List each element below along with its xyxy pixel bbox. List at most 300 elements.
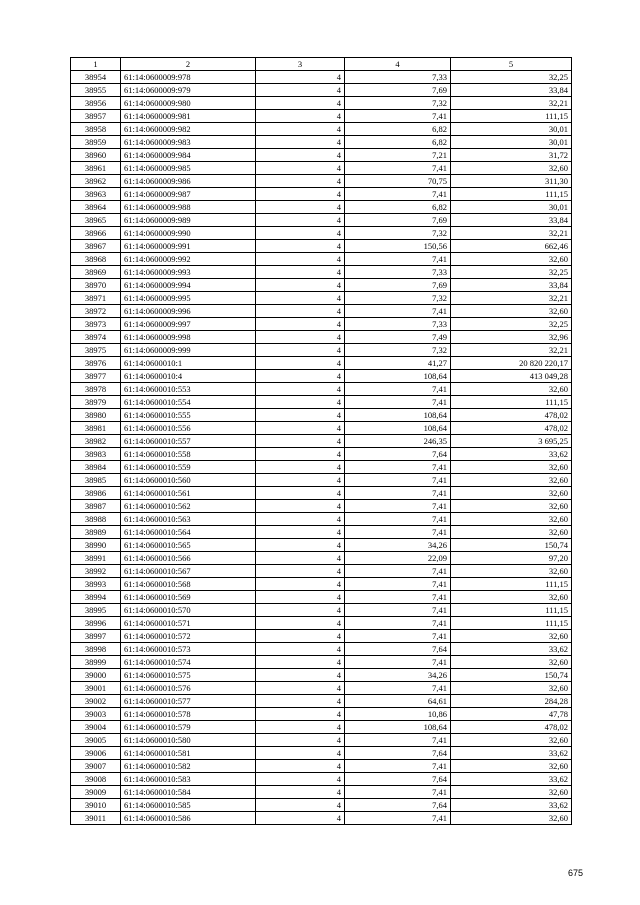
specific-value-cell: 7,41 [345, 487, 451, 500]
table-row [71, 435, 572, 448]
specific-value-cell: 108,64 [345, 422, 451, 435]
group-code-cell: 4 [256, 201, 345, 214]
group-code-cell: 4 [256, 383, 345, 396]
table-row [71, 474, 572, 487]
group-code-cell: 4 [256, 747, 345, 760]
cadastral-value-cell: 111,15 [451, 617, 572, 630]
group-code-cell: 4 [256, 253, 345, 266]
specific-value-cell: 7,21 [345, 149, 451, 162]
specific-value-cell: 7,41 [345, 682, 451, 695]
specific-value-cell: 7,41 [345, 500, 451, 513]
cadastral-number-cell: 61:14:0600010:573 [121, 643, 256, 656]
group-code-cell: 4 [256, 578, 345, 591]
cadastral-value-cell: 478,02 [451, 422, 572, 435]
table-row [71, 643, 572, 656]
specific-value-cell: 7,41 [345, 305, 451, 318]
cadastral-value-cell: 30,01 [451, 136, 572, 149]
group-code-cell: 4 [256, 240, 345, 253]
group-code-cell: 4 [256, 292, 345, 305]
specific-value-cell: 246,35 [345, 435, 451, 448]
specific-value-cell: 7,69 [345, 279, 451, 292]
table-row [71, 84, 572, 97]
row-number-cell: 38989 [71, 526, 121, 539]
row-number-cell: 39000 [71, 669, 121, 682]
row-number-cell: 39002 [71, 695, 121, 708]
row-number-cell: 38964 [71, 201, 121, 214]
table-row [71, 305, 572, 318]
row-number-cell: 39006 [71, 747, 121, 760]
cadastral-value-cell: 32,60 [451, 162, 572, 175]
table-row [71, 539, 572, 552]
table-row [71, 253, 572, 266]
cadastral-number-cell: 61:14:0600010:555 [121, 409, 256, 422]
table-row [71, 344, 572, 357]
group-code-cell: 4 [256, 734, 345, 747]
cadastral-number-cell: 61:14:0600009:984 [121, 149, 256, 162]
cadastral-value-cell: 150,74 [451, 669, 572, 682]
cadastral-value-cell: 32,60 [451, 526, 572, 539]
cadastral-value-cell: 32,21 [451, 227, 572, 240]
table-body [71, 71, 572, 825]
row-number-cell: 38968 [71, 253, 121, 266]
group-code-cell: 4 [256, 279, 345, 292]
cadastral-number-cell: 61:14:0600010:583 [121, 773, 256, 786]
row-number-cell: 38956 [71, 97, 121, 110]
cadastral-value-cell: 32,60 [451, 461, 572, 474]
table-row [71, 136, 572, 149]
table-row [71, 461, 572, 474]
table-row [71, 812, 572, 825]
cadastral-number-cell: 61:14:0600009:995 [121, 292, 256, 305]
group-code-cell: 4 [256, 97, 345, 110]
group-code-cell: 4 [256, 721, 345, 734]
group-code-cell: 4 [256, 682, 345, 695]
specific-value-cell: 22,09 [345, 552, 451, 565]
specific-value-cell: 7,41 [345, 110, 451, 123]
group-code-cell: 4 [256, 552, 345, 565]
row-number-cell: 39010 [71, 799, 121, 812]
cadastral-number-cell: 61:14:0600009:989 [121, 214, 256, 227]
cadastral-number-cell: 61:14:0600010:569 [121, 591, 256, 604]
specific-value-cell: 10,86 [345, 708, 451, 721]
cadastral-value-cell: 32,60 [451, 812, 572, 825]
group-code-cell: 4 [256, 175, 345, 188]
row-number-cell: 38986 [71, 487, 121, 500]
row-number-cell: 39003 [71, 708, 121, 721]
specific-value-cell: 7,64 [345, 799, 451, 812]
cadastral-value-cell: 32,60 [451, 500, 572, 513]
group-code-cell: 4 [256, 84, 345, 97]
cadastral-value-cell: 33,62 [451, 643, 572, 656]
table-row [71, 656, 572, 669]
cadastral-value-cell: 20 820 220,17 [451, 357, 572, 370]
specific-value-cell: 7,41 [345, 383, 451, 396]
row-number-cell: 38962 [71, 175, 121, 188]
cadastral-value-cell: 3 695,25 [451, 435, 572, 448]
cadastral-value-cell: 47,78 [451, 708, 572, 721]
cadastral-value-cell: 32,21 [451, 292, 572, 305]
cadastral-value-cell: 111,15 [451, 188, 572, 201]
cadastral-number-cell: 61:14:0600009:981 [121, 110, 256, 123]
table-row [71, 448, 572, 461]
group-code-cell: 4 [256, 526, 345, 539]
group-code-cell: 4 [256, 435, 345, 448]
specific-value-cell: 108,64 [345, 721, 451, 734]
cadastral-number-cell: 61:14:0600009:988 [121, 201, 256, 214]
cadastral-number-cell: 61:14:0600009:999 [121, 344, 256, 357]
table-row [71, 708, 572, 721]
cadastral-value-cell: 150,74 [451, 539, 572, 552]
row-number-cell: 38972 [71, 305, 121, 318]
specific-value-cell: 7,41 [345, 786, 451, 799]
cadastral-number-cell: 61:14:0600009:980 [121, 97, 256, 110]
specific-value-cell: 7,41 [345, 162, 451, 175]
cadastral-number-cell: 61:14:0600010:561 [121, 487, 256, 500]
specific-value-cell: 108,64 [345, 409, 451, 422]
row-number-cell: 38998 [71, 643, 121, 656]
cadastral-number-cell: 61:14:0600010:1 [121, 357, 256, 370]
cadastral-value-cell: 32,60 [451, 383, 572, 396]
cadastral-number-cell: 61:14:0600010:580 [121, 734, 256, 747]
specific-value-cell: 7,49 [345, 331, 451, 344]
table-row [71, 617, 572, 630]
row-number-cell: 38997 [71, 630, 121, 643]
cadastral-number-cell: 61:14:0600010:577 [121, 695, 256, 708]
group-code-cell: 4 [256, 760, 345, 773]
cadastral-value-cell: 32,21 [451, 97, 572, 110]
cadastral-number-cell: 61:14:0600010:563 [121, 513, 256, 526]
specific-value-cell: 70,75 [345, 175, 451, 188]
table-row [71, 409, 572, 422]
row-number-cell: 38990 [71, 539, 121, 552]
table-row [71, 799, 572, 812]
cadastral-number-cell: 61:14:0600009:990 [121, 227, 256, 240]
cadastral-value-cell: 32,25 [451, 266, 572, 279]
cadastral-number-cell: 61:14:0600009:998 [121, 331, 256, 344]
cadastral-value-cell: 662,46 [451, 240, 572, 253]
specific-value-cell: 7,41 [345, 253, 451, 266]
table-row [71, 604, 572, 617]
cadastral-value-cell: 32,60 [451, 474, 572, 487]
row-number-cell: 39005 [71, 734, 121, 747]
cadastral-number-cell: 61:14:0600010:565 [121, 539, 256, 552]
group-code-cell: 4 [256, 266, 345, 279]
specific-value-cell: 7,41 [345, 526, 451, 539]
cadastral-number-cell: 61:14:0600009:982 [121, 123, 256, 136]
row-number-cell: 38970 [71, 279, 121, 292]
specific-value-cell: 7,41 [345, 656, 451, 669]
group-code-cell: 4 [256, 799, 345, 812]
row-number-cell: 38961 [71, 162, 121, 175]
cadastral-value-cell: 32,60 [451, 656, 572, 669]
cadastral-value-cell: 413 049,28 [451, 370, 572, 383]
row-number-cell: 38966 [71, 227, 121, 240]
cadastral-value-cell: 33,84 [451, 279, 572, 292]
group-code-cell: 4 [256, 500, 345, 513]
group-code-cell: 4 [256, 773, 345, 786]
group-code-cell: 4 [256, 123, 345, 136]
specific-value-cell: 7,64 [345, 747, 451, 760]
cadastral-value-cell: 31,72 [451, 149, 572, 162]
cadastral-number-cell: 61:14:0600010:586 [121, 812, 256, 825]
table-row [71, 578, 572, 591]
group-code-cell: 4 [256, 812, 345, 825]
cadastral-number-cell: 61:14:0600010:4 [121, 370, 256, 383]
cadastral-value-cell: 32,60 [451, 487, 572, 500]
specific-value-cell: 6,82 [345, 201, 451, 214]
group-code-cell: 4 [256, 539, 345, 552]
specific-value-cell: 7,64 [345, 773, 451, 786]
group-code-cell: 4 [256, 786, 345, 799]
row-number-cell: 38999 [71, 656, 121, 669]
group-code-cell: 4 [256, 617, 345, 630]
cadastral-number-cell: 61:14:0600010:553 [121, 383, 256, 396]
cadastral-value-cell: 32,60 [451, 786, 572, 799]
group-code-cell: 4 [256, 669, 345, 682]
cadastral-number-cell: 61:14:0600009:992 [121, 253, 256, 266]
table-row [71, 786, 572, 799]
cadastral-number-cell: 61:14:0600010:581 [121, 747, 256, 760]
specific-value-cell: 34,26 [345, 539, 451, 552]
group-code-cell: 4 [256, 409, 345, 422]
group-code-cell: 4 [256, 422, 345, 435]
row-number-cell: 38955 [71, 84, 121, 97]
row-number-cell: 38957 [71, 110, 121, 123]
table-row [71, 71, 572, 84]
cadastral-number-cell: 61:14:0600010:578 [121, 708, 256, 721]
specific-value-cell: 7,32 [345, 97, 451, 110]
specific-value-cell: 7,69 [345, 84, 451, 97]
row-number-cell: 38982 [71, 435, 121, 448]
group-code-cell: 4 [256, 188, 345, 201]
group-code-cell: 4 [256, 162, 345, 175]
cadastral-number-cell: 61:14:0600010:579 [121, 721, 256, 734]
row-number-cell: 38985 [71, 474, 121, 487]
cadastral-number-cell: 61:14:0600009:996 [121, 305, 256, 318]
specific-value-cell: 108,64 [345, 370, 451, 383]
specific-value-cell: 7,41 [345, 513, 451, 526]
cadastral-value-cell: 32,60 [451, 591, 572, 604]
specific-value-cell: 34,26 [345, 669, 451, 682]
table-row [71, 747, 572, 760]
row-number-cell: 38983 [71, 448, 121, 461]
group-code-cell: 4 [256, 630, 345, 643]
row-number-cell: 38994 [71, 591, 121, 604]
cadastral-number-cell: 61:14:0600010:559 [121, 461, 256, 474]
specific-value-cell: 7,41 [345, 617, 451, 630]
cadastral-number-cell: 61:14:0600009:991 [121, 240, 256, 253]
table-row [71, 370, 572, 383]
cadastral-number-cell: 61:14:0600010:560 [121, 474, 256, 487]
table-row [71, 175, 572, 188]
row-number-cell: 38976 [71, 357, 121, 370]
cadastral-value-cell: 284,28 [451, 695, 572, 708]
table-row [71, 565, 572, 578]
row-number-cell: 38978 [71, 383, 121, 396]
specific-value-cell: 7,32 [345, 227, 451, 240]
table-row [71, 201, 572, 214]
table-row [71, 422, 572, 435]
cadastral-value-cell: 32,21 [451, 344, 572, 357]
table-row [71, 214, 572, 227]
row-number-cell: 39008 [71, 773, 121, 786]
specific-value-cell: 7,41 [345, 760, 451, 773]
group-code-cell: 4 [256, 227, 345, 240]
row-number-cell: 39007 [71, 760, 121, 773]
cadastral-value-cell: 32,60 [451, 734, 572, 747]
group-code-cell: 4 [256, 305, 345, 318]
table-row [71, 279, 572, 292]
column-header-3: 3 [256, 58, 345, 71]
specific-value-cell: 7,41 [345, 461, 451, 474]
row-number-cell: 38971 [71, 292, 121, 305]
cadastral-value-cell: 30,01 [451, 123, 572, 136]
row-number-cell: 38974 [71, 331, 121, 344]
table-row [71, 318, 572, 331]
group-code-cell: 4 [256, 604, 345, 617]
table-row [71, 630, 572, 643]
column-header-5: 5 [451, 58, 572, 71]
row-number-cell: 38958 [71, 123, 121, 136]
group-code-cell: 4 [256, 591, 345, 604]
row-number-cell: 38987 [71, 500, 121, 513]
row-number-cell: 38984 [71, 461, 121, 474]
table-row [71, 734, 572, 747]
row-number-cell: 38963 [71, 188, 121, 201]
cadastral-number-cell: 61:14:0600010:574 [121, 656, 256, 669]
table-header-row [71, 58, 572, 71]
row-number-cell: 39011 [71, 812, 121, 825]
table-row [71, 669, 572, 682]
cadastral-value-cell: 478,02 [451, 721, 572, 734]
cadastral-number-cell: 61:14:0600010:572 [121, 630, 256, 643]
specific-value-cell: 7,33 [345, 266, 451, 279]
cadastral-value-cell: 32,60 [451, 682, 572, 695]
cadastral-number-cell: 61:14:0600009:978 [121, 71, 256, 84]
cadastral-value-cell: 33,62 [451, 747, 572, 760]
specific-value-cell: 7,33 [345, 318, 451, 331]
cadastral-value-cell: 111,15 [451, 604, 572, 617]
cadastral-number-cell: 61:14:0600010:582 [121, 760, 256, 773]
cadastral-value-cell: 33,62 [451, 448, 572, 461]
cadastral-value-cell: 111,15 [451, 578, 572, 591]
cadastral-value-cell: 32,96 [451, 331, 572, 344]
table-row [71, 695, 572, 708]
specific-value-cell: 7,41 [345, 604, 451, 617]
cadastral-number-cell: 61:14:0600010:558 [121, 448, 256, 461]
table-row [71, 552, 572, 565]
cadastral-number-cell: 61:14:0600010:554 [121, 396, 256, 409]
cadastral-number-cell: 61:14:0600010:568 [121, 578, 256, 591]
row-number-cell: 39004 [71, 721, 121, 734]
cadastral-value-cell: 32,60 [451, 630, 572, 643]
row-number-cell: 38981 [71, 422, 121, 435]
table-row [71, 357, 572, 370]
table-row [71, 773, 572, 786]
column-header-1: 1 [71, 58, 121, 71]
group-code-cell: 4 [256, 474, 345, 487]
cadastral-value-cell: 311,30 [451, 175, 572, 188]
group-code-cell: 4 [256, 396, 345, 409]
table-row [71, 682, 572, 695]
specific-value-cell: 7,32 [345, 292, 451, 305]
table-row [71, 97, 572, 110]
group-code-cell: 4 [256, 214, 345, 227]
cadastral-number-cell: 61:14:0600009:985 [121, 162, 256, 175]
cadastral-number-cell: 61:14:0600010:566 [121, 552, 256, 565]
cadastral-value-cell: 33,84 [451, 214, 572, 227]
group-code-cell: 4 [256, 136, 345, 149]
row-number-cell: 38973 [71, 318, 121, 331]
cadastral-number-cell: 61:14:0600010:584 [121, 786, 256, 799]
cadastral-value-cell: 30,01 [451, 201, 572, 214]
cadastral-number-cell: 61:14:0600009:994 [121, 279, 256, 292]
row-number-cell: 38993 [71, 578, 121, 591]
table-row [71, 188, 572, 201]
specific-value-cell: 7,69 [345, 214, 451, 227]
specific-value-cell: 7,41 [345, 578, 451, 591]
specific-value-cell: 7,32 [345, 344, 451, 357]
cadastral-number-cell: 61:14:0600010:571 [121, 617, 256, 630]
group-code-cell: 4 [256, 461, 345, 474]
cadastral-number-cell: 61:14:0600010:556 [121, 422, 256, 435]
group-code-cell: 4 [256, 565, 345, 578]
table-row [71, 227, 572, 240]
table-row [71, 487, 572, 500]
row-number-cell: 38959 [71, 136, 121, 149]
group-code-cell: 4 [256, 357, 345, 370]
specific-value-cell: 7,41 [345, 630, 451, 643]
cadastral-number-cell: 61:14:0600010:570 [121, 604, 256, 617]
row-number-cell: 38991 [71, 552, 121, 565]
table-row [71, 383, 572, 396]
specific-value-cell: 7,41 [345, 591, 451, 604]
table-row [71, 513, 572, 526]
group-code-cell: 4 [256, 71, 345, 84]
page-number: 675 [567, 868, 583, 878]
column-header-2: 2 [121, 58, 256, 71]
row-number-cell: 38979 [71, 396, 121, 409]
cadastral-value-cell: 111,15 [451, 110, 572, 123]
specific-value-cell: 7,41 [345, 734, 451, 747]
specific-value-cell: 41,27 [345, 357, 451, 370]
row-number-cell: 39009 [71, 786, 121, 799]
specific-value-cell: 7,33 [345, 71, 451, 84]
specific-value-cell: 7,64 [345, 448, 451, 461]
cadastral-number-cell: 61:14:0600009:979 [121, 84, 256, 97]
row-number-cell: 38965 [71, 214, 121, 227]
cadastral-number-cell: 61:14:0600009:986 [121, 175, 256, 188]
table-row [71, 500, 572, 513]
cadastral-value-cell: 32,60 [451, 513, 572, 526]
specific-value-cell: 7,41 [345, 812, 451, 825]
cadastral-number-cell: 61:14:0600009:983 [121, 136, 256, 149]
group-code-cell: 4 [256, 695, 345, 708]
group-code-cell: 4 [256, 513, 345, 526]
cadastral-value-cell: 33,62 [451, 799, 572, 812]
group-code-cell: 4 [256, 487, 345, 500]
table-row [71, 292, 572, 305]
group-code-cell: 4 [256, 344, 345, 357]
table-row [71, 162, 572, 175]
cadastral-value-cell: 32,60 [451, 760, 572, 773]
group-code-cell: 4 [256, 318, 345, 331]
cadastral-number-cell: 61:14:0600010:567 [121, 565, 256, 578]
group-code-cell: 4 [256, 656, 345, 669]
cadastral-number-cell: 61:14:0600010:562 [121, 500, 256, 513]
specific-value-cell: 7,64 [345, 643, 451, 656]
column-header-4: 4 [345, 58, 451, 71]
